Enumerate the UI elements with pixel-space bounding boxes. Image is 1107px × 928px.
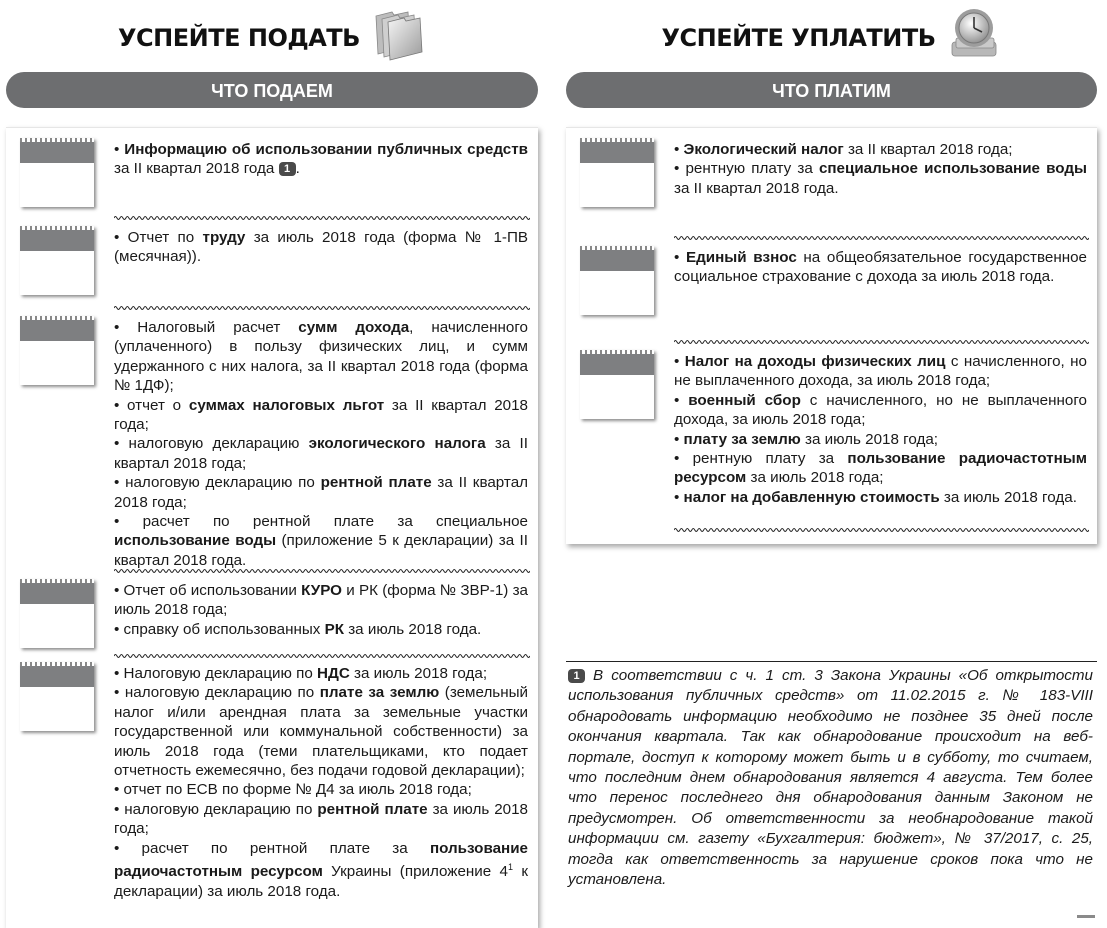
day-number: [580, 271, 654, 315]
text-segment: , начисленного (уплаченного) в пользу физических лиц, и сумм удержанного с них налога, за II квартал 2018 года (форма № 1ДФ);: [114, 319, 528, 395]
deadline-item: [114, 664, 528, 683]
footnote-marker: 1: [568, 669, 585, 683]
text-segment: •: [674, 249, 686, 266]
text-segment: • отчет о: [114, 396, 189, 414]
text-segment: • Отчет об использовании: [114, 582, 302, 599]
deadline-item: [674, 159, 1087, 198]
bold-term: суммах налоговых льгот: [188, 396, 385, 414]
deadline-item: [114, 683, 528, 780]
text-segment: за II квартал 2018 года;: [114, 474, 529, 511]
deadline-item: [114, 140, 528, 179]
text-segment: за II квартал 2018 года;: [843, 141, 1013, 158]
text-segment: Украины (приложение 4: [322, 863, 509, 881]
calendar-date-icon: [20, 316, 94, 385]
deadline-item: [674, 140, 1087, 159]
submit-column: [6, 0, 538, 900]
bold-term: Налог на доходы физических лиц: [684, 353, 946, 370]
deadline-item: [674, 449, 1087, 488]
text-segment: •: [674, 353, 685, 370]
deadline-item: [674, 352, 1087, 391]
clock-money-icon: [946, 6, 1002, 62]
text-segment: и РК (форма № ЗВР-1) за июль 2018 года;: [114, 582, 528, 619]
text-segment: • налоговую декларацию по: [114, 474, 321, 492]
day-number: [20, 251, 94, 295]
bold-term: РК: [324, 620, 344, 638]
text-segment: • отчет по ЕСВ по форме № Д4 за июль 2018 года;: [114, 781, 472, 799]
bold-term: экологического налога: [308, 435, 486, 453]
bold-term: плату за землю: [683, 430, 801, 448]
deadline-item: [114, 396, 528, 435]
text-segment: .: [295, 160, 300, 178]
bold-term: Информацию об использовании публичных средств: [124, 141, 528, 158]
text-segment: • справку об использованных: [114, 620, 325, 638]
text-segment: за II квартал 2018 года;: [114, 396, 528, 434]
weekday-label: [20, 320, 94, 341]
footnote: [566, 661, 1097, 890]
text-segment: • рентную плату за: [674, 160, 819, 178]
bold-term: использование воды: [114, 532, 277, 550]
bold-term: НДС: [317, 665, 350, 682]
text-segment: с начисленного, но не выплаченного дохода, за июль 2018 года;: [674, 353, 1088, 390]
bold-term: рентной плате: [320, 474, 432, 492]
deadline-entry: [114, 318, 528, 570]
deadline-entry: [114, 664, 528, 901]
wavy-divider: [114, 567, 530, 575]
calendar-date-icon: [580, 246, 654, 315]
text-segment: • Отчет по: [114, 229, 203, 246]
calendar-date-icon: [580, 138, 654, 207]
text-segment: •: [114, 141, 125, 158]
deadline-item: [674, 430, 1087, 449]
text-segment: к декларации) за июль 2018 года.: [114, 863, 529, 900]
deadline-item: [674, 391, 1087, 430]
text-segment: за июль 2018 года;: [114, 800, 528, 838]
deadline-entry: [674, 140, 1087, 198]
pay-heading: [566, 0, 1097, 68]
deadline-item: [114, 839, 528, 901]
bold-term: пользование радиочастотным ресурсом: [114, 839, 528, 881]
day-number: [20, 604, 94, 648]
day-number: [20, 163, 94, 207]
wavy-divider: [114, 214, 530, 222]
bold-term: пользование радиочастотным ресурсом: [674, 450, 1087, 487]
text-segment: • Налоговую декларацию по: [114, 665, 318, 682]
deadline-item: [114, 473, 528, 512]
text-segment: •: [674, 391, 689, 409]
text-segment: (приложение 5 к декларации) за II квартал 2018 года.: [114, 532, 528, 569]
wavy-divider: [674, 338, 1089, 346]
text-segment: • рентную плату за: [674, 450, 848, 468]
day-number: [20, 341, 94, 385]
wavy-divider: [114, 304, 530, 312]
submit-title: УСПЕЙТЕ ПОДАТЬ: [118, 24, 360, 52]
text-segment: за июль 2018 года;: [349, 665, 488, 682]
bold-term: специальное использование воды: [818, 160, 1087, 178]
text-segment: за июль 2018 года.: [344, 620, 482, 638]
deadline-item: [114, 512, 528, 570]
submit-heading: [6, 0, 538, 68]
calendar-date-icon: [580, 350, 654, 419]
text-segment: на общеобязательное государственное социальное страхование с дохода за июль 2018 года.: [674, 249, 1087, 286]
pay-section-bar: ЧТО ПЛАТИМ: [566, 72, 1097, 108]
bold-term: труду: [202, 229, 246, 246]
bold-term: сумм дохода: [298, 319, 410, 336]
text-segment: с начисленного, но не выплаченного дохода, за июль 2018 года;: [674, 391, 1087, 429]
bold-term: военный сбор: [688, 391, 801, 409]
folders-icon: [370, 6, 426, 62]
weekday-label: [20, 583, 94, 604]
bold-term: КУРО: [301, 582, 342, 599]
weekday-label: [580, 354, 654, 375]
text-segment: за июль 2018 года (форма № 1-ПВ (месячная)).: [114, 229, 528, 266]
text-segment: • налоговую декларацию по: [114, 684, 320, 702]
wavy-divider: [674, 234, 1089, 242]
day-number: [580, 375, 654, 419]
wavy-divider: [114, 652, 530, 660]
weekday-label: [580, 250, 654, 271]
deadline-item: [674, 488, 1087, 507]
bold-term: рентной плате: [317, 800, 428, 818]
deadline-entry: [114, 140, 528, 179]
text-segment: • Налоговый расчет: [114, 319, 299, 336]
day-number: [20, 687, 94, 731]
calendar-date-icon: [20, 662, 94, 731]
text-segment: • налоговую декларацию по: [114, 800, 318, 818]
deadline-item: [114, 318, 528, 396]
text-segment: •: [674, 430, 684, 448]
weekday-label: [580, 142, 654, 163]
deadline-item: [674, 248, 1087, 287]
bold-term: плате за землю: [319, 684, 440, 702]
calendar-date-icon: [20, 579, 94, 648]
weekday-label: [20, 230, 94, 251]
text-segment: •: [674, 488, 684, 506]
deadline-item: [114, 780, 528, 799]
deadline-item: [114, 228, 528, 267]
text-segment: за июль 2018 года;: [746, 469, 884, 487]
deadline-item: [114, 620, 528, 639]
weekday-label: [20, 666, 94, 687]
text-segment: (земельный налог и/или арендная плата за земельные участки государственной или коммунальной собственности) за июль 2018 года (теми плательщиками, кто подает отчетность ежемесячно, без подачи годовой декларации);: [114, 684, 528, 780]
deadline-item: [114, 581, 528, 620]
day-number: [580, 163, 654, 207]
wavy-divider: [674, 526, 1089, 534]
deadline-item: [114, 800, 528, 839]
submit-card: [6, 127, 538, 928]
footnote-ref[interactable]: 1: [279, 162, 296, 176]
text-segment: за июль 2018 года;: [800, 430, 939, 448]
bold-term: Единый взнос: [685, 249, 797, 266]
bold-term: налог на добавленную стоимость: [683, 488, 940, 506]
calendar-date-icon: [20, 226, 94, 295]
text-segment: за II квартал 2018 года;: [114, 435, 528, 472]
submit-section-bar: ЧТО ПОДАЕМ: [6, 72, 538, 108]
text-segment: • налоговую декларацию: [114, 435, 309, 453]
pay-column: [566, 0, 1097, 506]
text-segment: • расчет по рентной плате за: [114, 839, 430, 857]
text-segment: за II квартал 2018 года.: [674, 179, 839, 197]
deadline-entry: [114, 581, 528, 639]
text-segment: •: [674, 141, 684, 158]
pay-card: [566, 127, 1097, 544]
text-segment: за II квартал 2018 года: [114, 160, 279, 178]
pay-title: УСПЕЙТЕ УПЛАТИТЬ: [661, 24, 936, 52]
footnote-text: В соответствии с ч. 1 ст. 3 Закона Украины «Об открытости использования публичных средств» от 11.02.2015 г. № 183-VIII обнародовать информацию необходимо не позднее 35 дней после окончания квартала. Так как обнародование происходит на веб-портале, доступ к которому может быть и в субботу, то считаем, что последним днем обнародования является 4 августа. Тем более что перенос последнего дня обнародования данным Законом не предусмотрен. Об ответственности за необнародование такой информации см. газету «Бухгалтерия: бюджет», № 37/2017, с. 25, тогда как ответственность за нарушение сроков пока что не установлена.: [568, 667, 1093, 889]
weekday-label: [20, 142, 94, 163]
calendar-date-icon: [20, 138, 94, 207]
text-segment: за июль 2018 года.: [939, 488, 1077, 506]
deadline-entry: [114, 228, 528, 267]
deadline-entry: [674, 248, 1087, 287]
superscript: 1: [508, 862, 514, 873]
deadline-entry: [674, 352, 1087, 507]
deadline-item: [114, 434, 528, 473]
bold-term: Экологический налог: [683, 141, 844, 158]
text-segment: • расчет по рентной плате за специальное: [114, 513, 528, 531]
